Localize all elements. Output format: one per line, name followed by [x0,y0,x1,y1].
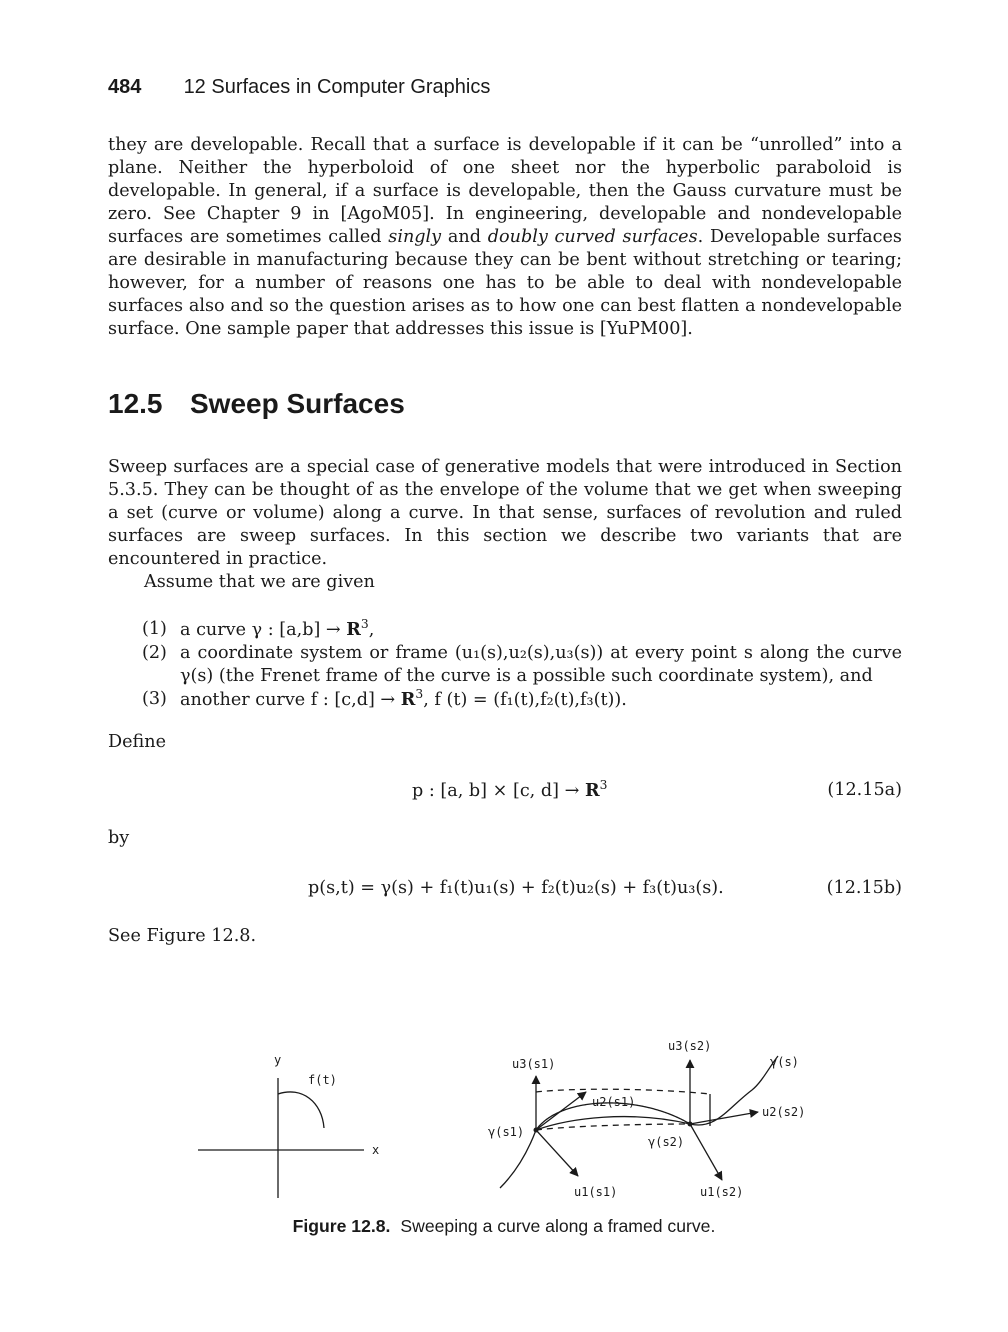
label-x: x [372,1143,380,1157]
label-f: f(t) [308,1073,337,1087]
section-heading [108,388,405,420]
intro-text-1: they are developable. Recall that a surface is developable if it can be “unrolled” into a plane. Neither the hyperboloid of one sheet nor the hyperbolic paraboloid is developable. In general, if a surface is developable, then the Gauss curvature must be zero. See Chapter 9 in [AgoM05]. In engineering, developable and nondevelopable surfaces are sometimes called [108,135,902,247]
bold-r: R [400,689,416,710]
intro-em-singly: singly [388,227,442,247]
define-word: Define [108,732,166,752]
section-number: 12.5 [108,388,163,419]
chapter-title: 12 Surfaces in Computer Graphics [183,76,491,98]
swept-curve-top-dashed [536,1089,710,1094]
intro-paragraph [108,134,902,341]
list-text: a curve γ : [a,b] → [180,620,347,640]
curve-gamma [500,1056,778,1188]
point-s1 [534,1128,539,1133]
list-item [142,688,902,712]
label-u1-s2: u1(s2) [700,1185,744,1199]
intro-em-doubly: doubly curved surfaces [487,227,698,247]
equation-number-b: (12.15b) [826,878,902,898]
given-list [142,618,902,712]
assume-line: Assume that we are given [144,572,375,592]
list-text-end: , f (t) = (f₁(t),f₂(t),f₃(t)). [423,690,627,710]
page-number: 484 [108,76,142,98]
equation-number-a: (12.15a) [827,780,902,800]
label-u3-s1: u3(s1) [512,1057,556,1071]
equation-12-15a [412,780,607,801]
curve-f [278,1092,324,1128]
see-figure: See Figure 12.8. [108,926,257,946]
intro-text-3: . Developable surfaces are desirable in manufacturing because they can be bent without stretching or tearing; however, for a number of reasons one has to be able to deal with nondevelopable surfaces also and so the question arises as to how one can best flatten a nondevelopable surface. One sample paper that addresses this issue is [YuPM00]. [108,227,902,339]
arrow-u1-s2 [690,1124,722,1180]
intro-text-2: and [441,227,488,247]
label-y: y [274,1053,282,1067]
equation-12-15b: p(s,t) = γ(s) + f₁(t)u₁(s) + f₂(t)u₂(s) + f₃(t)u₃(s). [308,878,724,898]
label-gamma-s1: γ(s1) [488,1125,525,1139]
figure-12-8 [190,1030,830,1210]
arrow-u1-s1 [536,1130,578,1176]
section-title: Sweep Surfaces [190,388,405,419]
superscript: 3 [360,617,369,632]
list-text: another curve f : [c,d] → [180,690,401,710]
bold-r: R [346,619,361,640]
list-label: (3) [142,689,167,709]
swept-curve-middle-dashed [536,1124,690,1130]
sweep-text: Sweep surfaces are a special case of generative models that were introduced in Section 5.3.5. They can be thought of as the envelope of the volume that we get when sweeping a set (curve or volume) along a curve. In that sense, surfaces of revolution and ruled surfaces are sweep surfaces. In this section we describe two variants that are encountered in practice. [108,457,902,569]
sweep-paragraph [108,456,902,594]
label-gamma-s: γ(s) [770,1055,799,1069]
arrow-u2-s1 [536,1092,586,1130]
list-text: a coordinate system or frame (u₁(s),u₂(s),u₃(s)) at every point s along the curve γ(s) (the Frenet frame of the curve is a possible such coordinate system), and [180,643,902,686]
list-label: (2) [142,643,167,663]
list-label: (1) [142,619,167,639]
caption-text: Sweeping a curve along a framed curve. [400,1216,716,1236]
label-gamma-s2: γ(s2) [648,1135,685,1149]
equation-text: p : [a, b] × [c, d] → [412,781,585,801]
figure-caption [0,1216,1008,1237]
caption-label: Figure 12.8. [292,1216,391,1236]
superscript: 3 [599,778,608,793]
running-head [108,76,490,99]
list-text-end: , [368,620,375,640]
list-item [142,642,902,688]
label-u1-s1: u1(s1) [574,1185,618,1199]
label-u3-s2: u3(s2) [668,1039,712,1053]
point-s2 [688,1122,693,1127]
by-word: by [108,828,130,848]
label-u2-s2: u2(s2) [762,1105,806,1119]
bold-r: R [584,780,600,801]
label-u2-s1: u2(s1) [592,1095,636,1109]
list-item [142,618,902,642]
superscript: 3 [415,687,424,702]
